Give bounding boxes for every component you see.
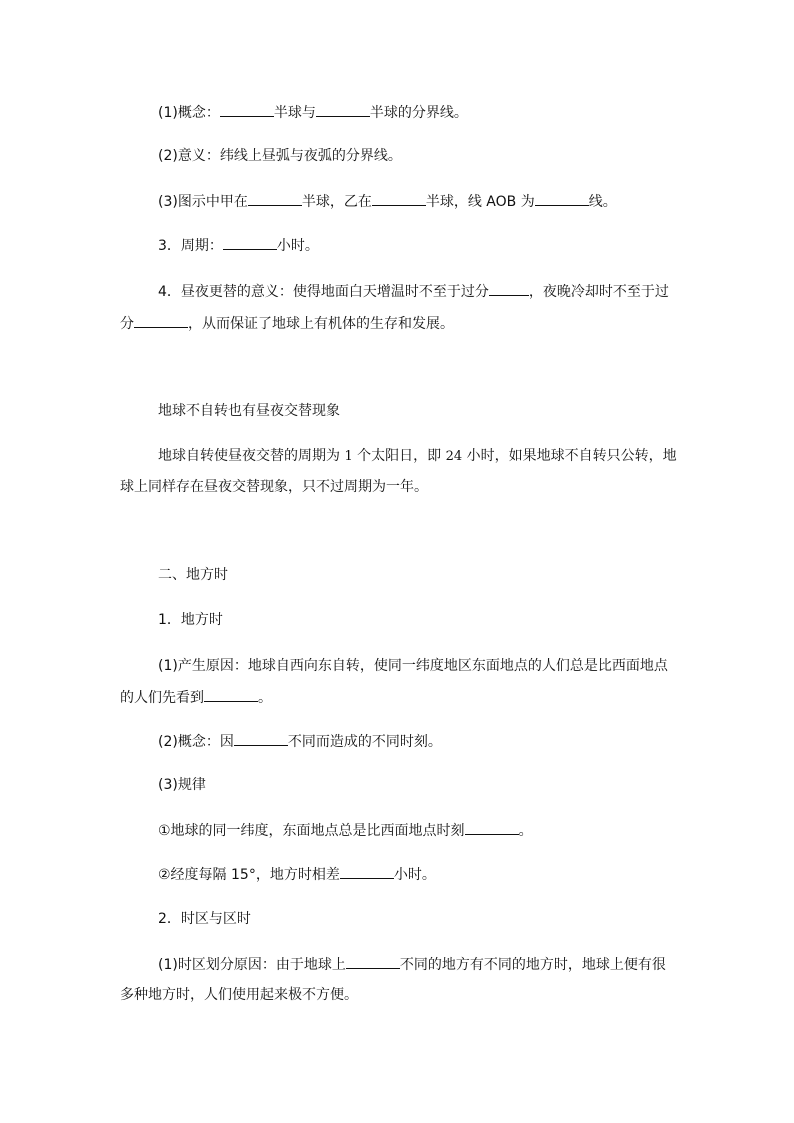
text: 不同而造成的不同时刻。 — [287, 734, 442, 750]
meaning-line: (2)意义：纬线上昼弧与夜弧的分界线。 — [158, 148, 402, 164]
note-body — [158, 446, 677, 467]
text: 分 — [120, 316, 134, 332]
diagram-line — [158, 191, 617, 212]
number: 24 — [445, 449, 463, 464]
fill-blank — [223, 235, 277, 250]
text: 线。 — [588, 194, 617, 210]
fill-blank — [248, 191, 302, 206]
section-heading: 二、地方时 — [158, 567, 228, 583]
fill-blank — [204, 687, 258, 702]
subsection-heading-2: 2．时区与区时 — [158, 911, 251, 927]
rule-2 — [158, 864, 436, 885]
fill-blank — [535, 191, 589, 206]
fill-blank — [220, 102, 274, 117]
cause-line-cont — [120, 687, 272, 708]
note-heading: 地球不自转也有昼夜交替现象 — [158, 403, 340, 419]
fill-blank — [489, 281, 529, 296]
text: 小时，如果地球不自转只公转，地 — [462, 448, 677, 464]
text: (1)概念： — [158, 105, 220, 121]
text: (3)图示中甲在 — [158, 194, 248, 210]
rule-heading: (3)规律 — [158, 777, 206, 793]
subsection-heading: 1．地方时 — [158, 612, 223, 628]
note-body-cont: 球上同样存在昼夜交替现象，只不过周期为一年。 — [120, 479, 428, 495]
timezone-line — [158, 954, 666, 975]
text: 。 — [258, 690, 272, 706]
text: (2)概念：因 — [158, 734, 234, 750]
text: 地球自转使昼夜交替的周期为 — [158, 448, 345, 464]
fill-blank — [234, 731, 288, 746]
text: (1)时区划分原因：由于地球上 — [158, 957, 346, 973]
text: 半球，线 AOB 为 — [425, 194, 535, 210]
fill-blank — [346, 954, 400, 969]
text: 半球，乙在 — [301, 194, 372, 210]
fill-blank — [316, 102, 370, 117]
fill-blank — [465, 820, 519, 835]
text: 小时。 — [276, 238, 319, 254]
fill-blank — [340, 864, 394, 879]
text: 个太阳日，即 — [352, 448, 446, 464]
text: ，从而保证了地球上有机体的生存和发展。 — [188, 316, 454, 332]
concept2-line — [158, 731, 442, 752]
number: 1 — [344, 449, 353, 464]
text: ，夜晚冷却时不至于过 — [528, 284, 669, 300]
text: 的人们先看到 — [120, 690, 204, 706]
concept-line — [158, 102, 468, 123]
text: 不同的地方有不同的地方时，地球上便有很 — [399, 957, 666, 973]
text: 3．周期： — [158, 238, 223, 254]
text: 半球的分界线。 — [369, 105, 468, 121]
text: 4．昼夜更替的意义：使得地面白天增温时不至于过分 — [158, 284, 489, 300]
text: 。 — [518, 823, 533, 839]
cause-line: (1)产生原因：地球自西向东自转，使同一纬度地区东面地点的人们总是比西面地点 — [158, 658, 668, 674]
significance-line — [158, 281, 669, 302]
fill-blank — [134, 313, 188, 328]
significance-line-cont — [120, 313, 454, 334]
timezone-line-cont: 多种地方时，人们使用起来极不方便。 — [120, 987, 358, 1003]
fill-blank — [372, 191, 426, 206]
text: 小时。 — [393, 867, 436, 883]
rule-1 — [158, 820, 533, 841]
text: 半球与 — [273, 105, 316, 121]
period-line — [158, 235, 319, 256]
text: ①地球的同一纬度，东面地点总是比西面地点时刻 — [158, 823, 465, 839]
text: ②经度每隔 15°，地方时相差 — [158, 867, 340, 883]
